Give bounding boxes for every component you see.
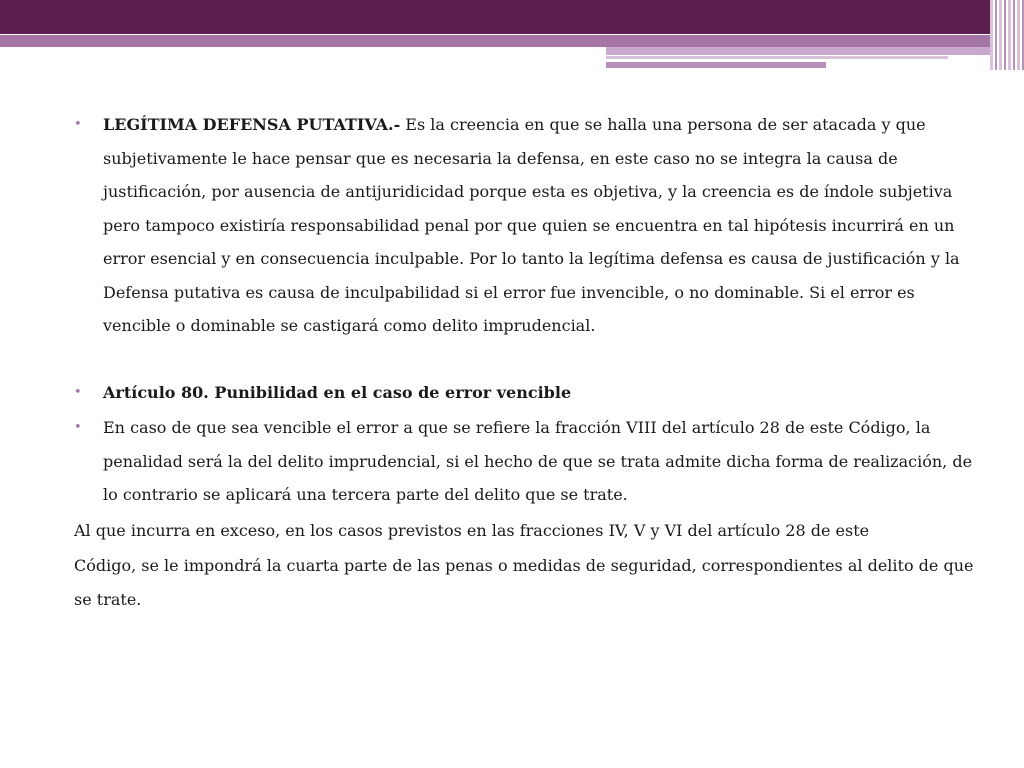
bullet-icon: • [74,117,82,132]
header-strip [0,35,990,47]
header-band [0,0,990,34]
header-right-stripes [990,0,1024,70]
bullet-paragraph-articulo-80 [74,376,974,410]
bullet-icon: • [74,420,82,435]
paragraph-exceso: Al que incurra en exceso, en los casos previstos en las fracciones IV, V y VI del artículo 28 de este [74,520,870,540]
term-heading: LEGÍTIMA DEFENSA PUTATIVA.- [103,115,401,134]
slide-body [74,108,974,616]
paragraph-cuarta-parte: Código, se le impondrá la cuarta parte de las penas o medidas de seguridad, correspondientes al delito de que se trate. [74,556,974,609]
header-accent-bar [606,47,990,55]
header-accent-bar-small [606,62,826,68]
article-text: En caso de que sea vencible el error a que se refiere la fracción VIII del artículo 28 de este Código, la penalidad será la del delito imprudencial, si el hecho de que se trata admite dicha forma de realización, de lo contrario se aplicará una tercera parte del delito que se trate. [103,418,973,504]
header-accent-line [606,56,948,59]
bullet-paragraph-error-vencible [74,411,974,512]
term-definition: Es la creencia en que se halla una persona de ser atacada y que subjetivamente le hace pensar que es necesaria la defensa, en este caso no se integra la causa de justificación, por ausencia de antijuridicidad porque esta es objetiva, y la creencia es de índole subjetiva pero tampoco existiría responsabilidad penal por que quien se encuentra en tal hipótesis incurrirá en un error esencial y en consecuencia inculpable. Por lo tanto la legítima defensa es causa de justificación y la Defensa putativa es causa de inculpabilidad si el error fue invencible, o no dominable. Si el error es vencible o dominable se castigará como delito imprudencial. [103,115,960,335]
article-heading: Artículo 80. Punibilidad en el caso de error vencible [103,382,572,402]
bullet-paragraph-legitima-defensa [74,108,974,343]
bullet-icon: • [74,384,82,400]
